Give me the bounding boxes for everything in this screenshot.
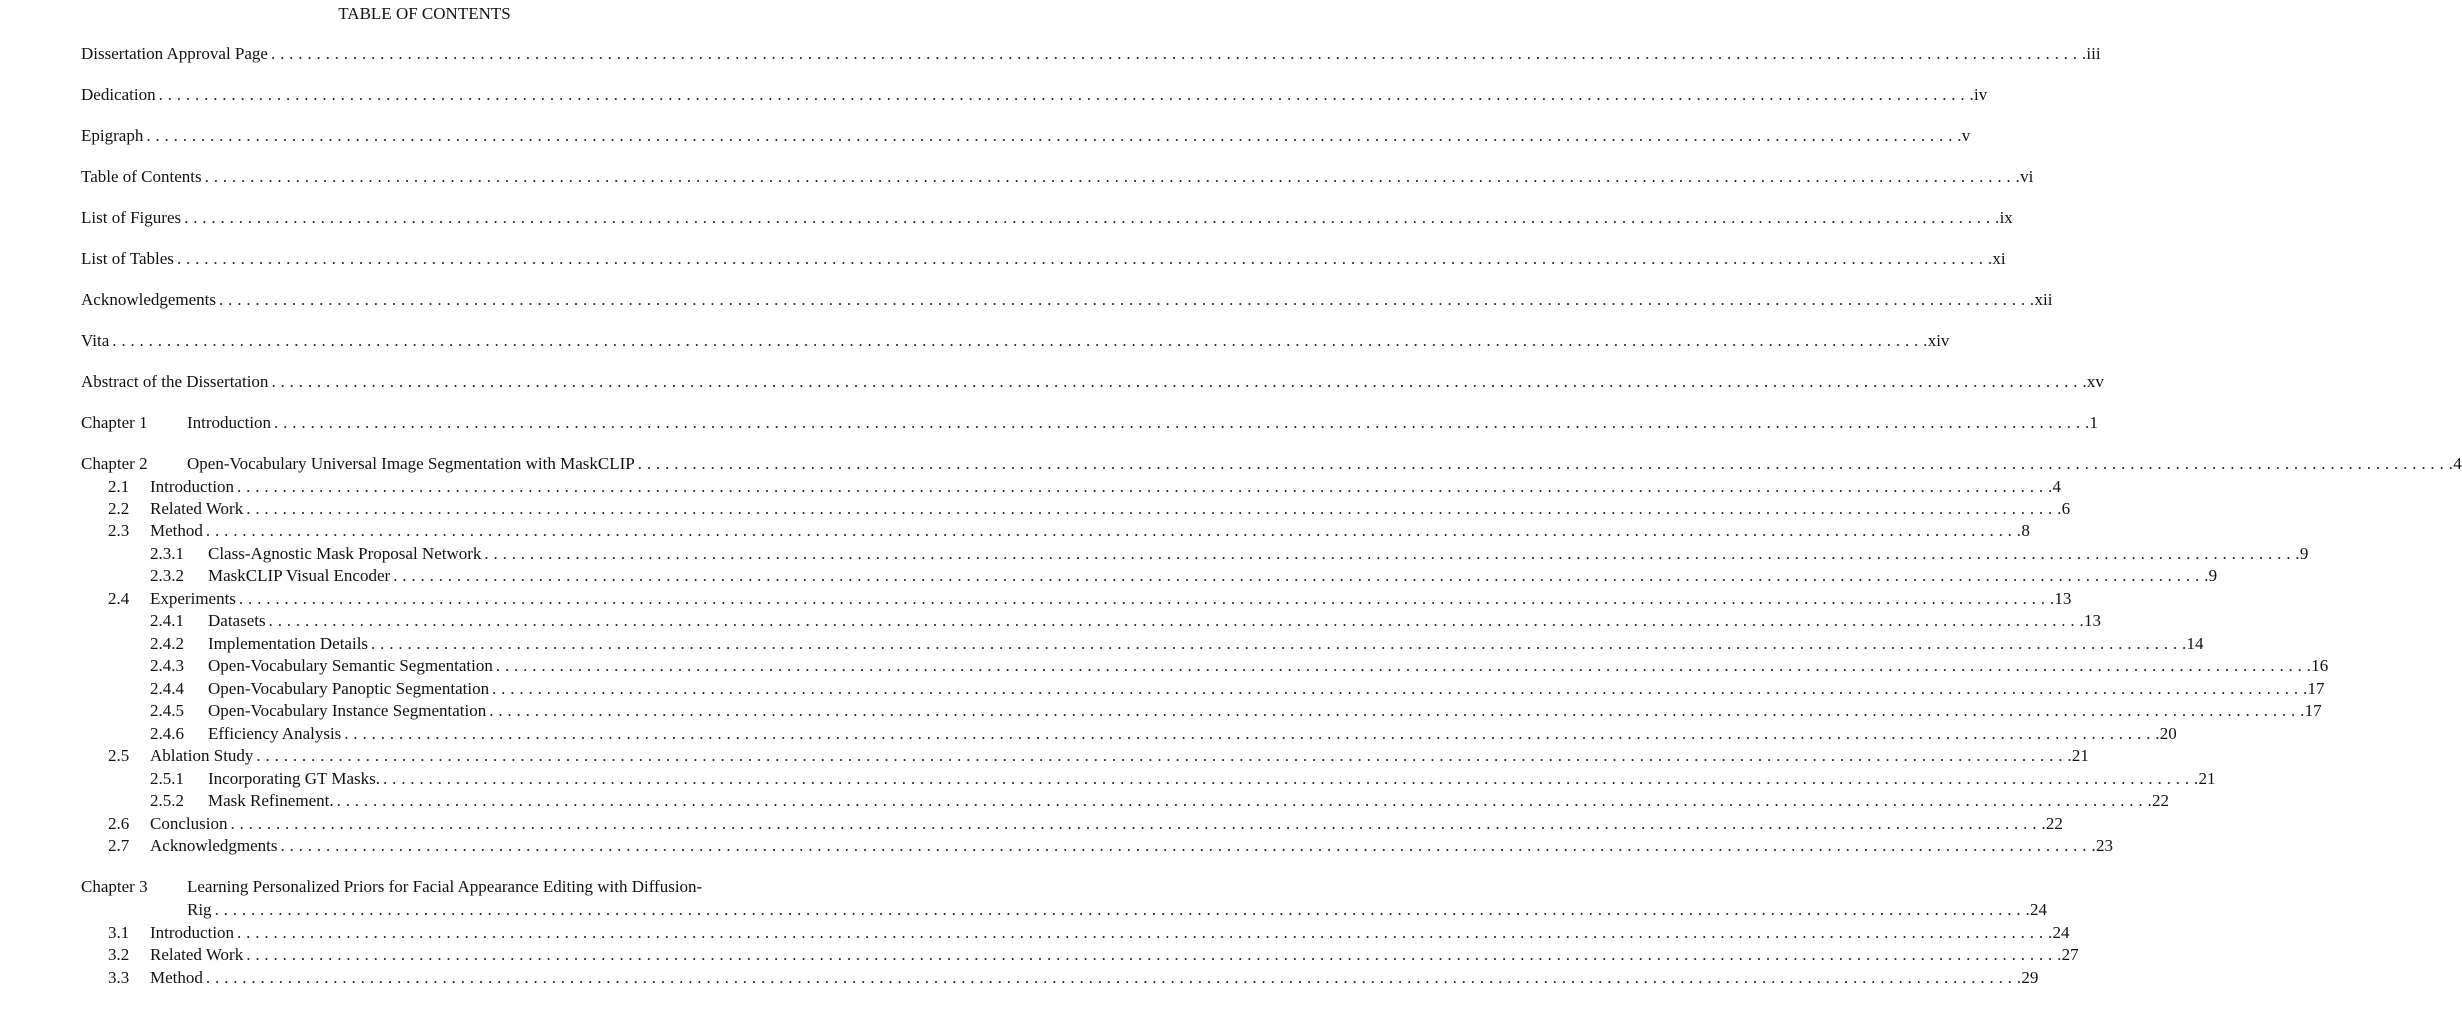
entry-page: xi: [1992, 249, 2006, 268]
entry-page: v: [1961, 126, 1971, 145]
entry-page: 8: [2021, 521, 2030, 540]
page-title: TABLE OF CONTENTS: [338, 4, 511, 23]
entry-page: 14: [2186, 634, 2204, 653]
subsection-title: Open-Vocabulary Panoptic Segmentation: [208, 679, 490, 698]
subsection-title: Implementation Details: [208, 634, 369, 653]
dot-leader: . . . . . . . . . . . . . . . . . . . . . . . . . . . . . . . . . . . . . . . . . . . . . . . . . . . . . . . . . . . . . . . . . . . . . . . . . . . . . . . . . . . . . . . . . . . . . . . . . . . . . . . . . . . . . . . . . . . . . . . . . . . . . . . . . . . . . . . . . . . . . . . . . . . . . . . . . . . . . . . . . . . . . . . . . . . . . . . . . . . . . . . . . . . . . . . . . . . . . . . .: [158, 85, 1975, 104]
dot-leader: . . . . . . . . . . . . . . . . . . . . . . . . . . . . . . . . . . . . . . . . . . . . . . . . . . . . . . . . . . . . . . . . . . . . . . . . . . . . . . . . . . . . . . . . . . . . . . . . . . . . . . . . . . . . . . . . . . . . . . . . . . . . . . . . . . . . . . . . . . . . . . . . . . . . . . . . . . . . . . . . . . . . . . . . . . . . . . . . . . . . . . . . . . . . . . . . . . . . . . . .: [204, 167, 2021, 186]
entry-page: iv: [1974, 85, 1988, 104]
entry-page: 4: [2453, 454, 2462, 473]
entry-page: 21: [2071, 746, 2089, 765]
subsection-number: 2.5.1: [150, 769, 184, 788]
entry-page: 29: [2021, 968, 2039, 987]
dot-leader: . . . . . . . . . . . . . . . . . . . . . . . . . . . . . . . . . . . . . . . . . . . . . . . . . . . . . . . . . . . . . . . . . . . . . . . . . . . . . . . . . . . . . . . . . . . . . . . . . . . . . . . . . . . . . . . . . . . . . . . . . . . . . . . . . . . . . . . . . . . . . . . . . . . . . . . . . . . . . . . . . . . . . . . . . . . . . . . . . . . . . . . . . . . . . . . . . . . . . . . .: [205, 968, 2022, 987]
toc-entry-list-of-tables[interactable]: [81, 248, 2006, 270]
subsection-number: 2.4.3: [150, 656, 184, 675]
section-number: 2.4: [108, 589, 130, 608]
section-number: 3.1: [108, 923, 130, 942]
toc-entry-section-2-3[interactable]: [108, 520, 2030, 542]
toc-entry-abstract[interactable]: [81, 371, 2104, 393]
chapter-number: Chapter 2: [81, 454, 148, 473]
entry-page: 23: [2095, 836, 2113, 855]
dot-leader: . . . . . . . . . . . . . . . . . . . . . . . . . . . . . . . . . . . . . . . . . . . . . . . . . . . . . . . . . . . . . . . . . . . . . . . . . . . . . . . . . . . . . . . . . . . . . . . . . . . . . . . . . . . . . . . . . . . . . . . . . . . . . . . . . . . . . . . . . . . . . . . . . . . . . . . . . . . . . . . . . . . . . . . . . . . . . . . . . . . . . . . . . . . . . . . . . . . . . . . .: [280, 836, 2096, 855]
toc-entry-subsection-2-3-1[interactable]: [150, 543, 2309, 565]
entry-page: 17: [2304, 701, 2322, 720]
entry-page: xii: [2034, 290, 2053, 309]
chapter-title-line2: Rig: [187, 900, 212, 919]
dot-leader: . . . . . . . . . . . . . . . . . . . . . . . . . . . . . . . . . . . . . . . . . . . . . . . . . . . . . . . . . . . . . . . . . . . . . . . . . . . . . . . . . . . . . . . . . . . . . . . . . . . . . . . . . . . . . . . . . . . . . . . . . . . . . . . . . . . . . . . . . . . . . . . . . . . . . . . . . . . . . . . . . . . . . . . . . . . . . . . . . . . . . . . . . . . . . . . . . . . . . . . .: [268, 611, 2085, 630]
chapter-title: Open-Vocabulary Universal Image Segmentation with MaskCLIP: [187, 454, 635, 473]
dot-leader: . . . . . . . . . . . . . . . . . . . . . . . . . . . . . . . . . . . . . . . . . . . . . . . . . . . . . . . . . . . . . . . . . . . . . . . . . . . . . . . . . . . . . . . . . . . . . . . . . . . . . . . . . . . . . . . . . . . . . . . . . . . . . . . . . . . . . . . . . . . . . . . . . . . . . . . . . . . . . . . . . . . . . . . . . . . . . . . . . . . . . . . . . . . . . . . . . . . . . . . .: [489, 701, 2305, 720]
dot-leader: . . . . . . . . . . . . . . . . . . . . . . . . . . . . . . . . . . . . . . . . . . . . . . . . . . . . . . . . . . . . . . . . . . . . . . . . . . . . . . . . . . . . . . . . . . . . . . . . . . . . . . . . . . . . . . . . . . . . . . . . . . . . . . . . . . . . . . . . . . . . . . . . . . . . . . . . . . . . . . . . . . . . . . . . . . . . . . . . . . . . . . . . . . . . . . . . . . . . . . . .: [492, 679, 2308, 698]
dot-leader: . . . . . . . . . . . . . . . . . . . . . . . . . . . . . . . . . . . . . . . . . . . . . . . . . . . . . . . . . . . . . . . . . . . . . . . . . . . . . . . . . . . . . . . . . . . . . . . . . . . . . . . . . . . . . . . . . . . . . . . . . . . . . . . . . . . . . . . . . . . . . . . . . . . . . . . . . . . . . . . . . . . . . . . . . . . . . . . . . . . . . . . . . . . . . . . . . . . . . . . .: [274, 413, 2090, 432]
entry-page: 20: [2159, 724, 2177, 743]
dot-leader: . . . . . . . . . . . . . . . . . . . . . . . . . . . . . . . . . . . . . . . . . . . . . . . . . . . . . . . . . . . . . . . . . . . . . . . . . . . . . . . . . . . . . . . . . . . . . . . . . . . . . . . . . . . . . . . . . . . . . . . . . . . . . . . . . . . . . . . . . . . . . . . . . . . . . . . . . . . . . . . . . . . . . . . . . . . . . . . . . . . . . . . . . . . . . . . . . . . . . . . .: [637, 454, 2454, 473]
entry-page: 6: [2061, 499, 2071, 518]
section-title: Method: [150, 968, 203, 987]
dot-leader: . . . . . . . . . . . . . . . . . . . . . . . . . . . . . . . . . . . . . . . . . . . . . . . . . . . . . . . . . . . . . . . . . . . . . . . . . . . . . . . . . . . . . . . . . . . . . . . . . . . . . . . . . . . . . . . . . . . . . . . . . . . . . . . . . . . . . . . . . . . . . . . . . . . . . . . . . . . . . . . . . . . . . . . . . . . . . . . . . . . . . . . . . . . . . . . . . . . . . . . .: [484, 544, 2300, 563]
subsection-title: Open-Vocabulary Instance Segmentation: [208, 701, 487, 720]
entry-label: Epigraph: [81, 126, 144, 145]
dot-leader: . . . . . . . . . . . . . . . . . . . . . . . . . . . . . . . . . . . . . . . . . . . . . . . . . . . . . . . . . . . . . . . . . . . . . . . . . . . . . . . . . . . . . . . . . . . . . . . . . . . . . . . . . . . . . . . . . . . . . . . . . . . . . . . . . . . . . . . . . . . . . . . . . . . . . . . . . . . . . . . . . . . . . . . . . . . . . . . . . . . . . . . . . . . . . . . . . . . . . . . .: [184, 208, 2000, 227]
toc-entry-chapter-2[interactable]: [81, 453, 2462, 475]
entry-page: xv: [2086, 372, 2104, 391]
subsection-title: Mask Refinement.: [208, 791, 334, 810]
subsection-number: 2.4.2: [150, 634, 184, 653]
toc-entry-acknowledgements[interactable]: [81, 289, 2053, 311]
section-number: 2.3: [108, 521, 130, 540]
toc-entry-subsection-2-5-1[interactable]: [150, 768, 2216, 790]
dot-leader: . . . . . . . . . . . . . . . . . . . . . . . . . . . . . . . . . . . . . . . . . . . . . . . . . . . . . . . . . . . . . . . . . . . . . . . . . . . . . . . . . . . . . . . . . . . . . . . . . . . . . . . . . . . . . . . . . . . . . . . . . . . . . . . . . . . . . . . . . . . . . . . . . . . . . . . . . . . . . . . . . . . . . . . . . . . . . . . . . . . . . . . . . . . . . . . . . . . . . . . .: [256, 746, 2072, 765]
toc-entry-chapter-3-line2[interactable]: [187, 899, 2048, 921]
entry-page: 13: [2054, 589, 2072, 608]
entry-page: 1: [2089, 413, 2098, 432]
toc-entry-section-3-1[interactable]: [108, 922, 2070, 944]
entry-page: ix: [1999, 208, 2013, 227]
entry-page: 16: [2311, 656, 2329, 675]
toc-entry-chapter-1[interactable]: [81, 412, 2098, 434]
dot-leader: . . . . . . . . . . . . . . . . . . . . . . . . . . . . . . . . . . . . . . . . . . . . . . . . . . . . . . . . . . . . . . . . . . . . . . . . . . . . . . . . . . . . . . . . . . . . . . . . . . . . . . . . . . . . . . . . . . . . . . . . . . . . . . . . . . . . . . . . . . . . . . . . . . . . . . . . . . . . . . . . . . . . . . . . . . . . . . . . . . . . . . . . . . . . . . . . . . . . . . . .: [393, 566, 2209, 585]
dot-leader: . . . . . . . . . . . . . . . . . . . . . . . . . . . . . . . . . . . . . . . . . . . . . . . . . . . . . . . . . . . . . . . . . . . . . . . . . . . . . . . . . . . . . . . . . . . . . . . . . . . . . . . . . . . . . . . . . . . . . . . . . . . . . . . . . . . . . . . . . . . . . . . . . . . . . . . . . . . . . . . . . . . . . . . . . . . . . . . . . . . . . . . . . . . . . . . . . . . . . . . .: [237, 923, 2053, 942]
subsection-title: Class-Agnostic Mask Proposal Network: [208, 544, 482, 563]
toc-entry-section-2-6[interactable]: [108, 813, 2063, 835]
subsection-number: 2.4.4: [150, 679, 184, 698]
dot-leader: . . . . . . . . . . . . . . . . . . . . . . . . . . . . . . . . . . . . . . . . . . . . . . . . . . . . . . . . . . . . . . . . . . . . . . . . . . . . . . . . . . . . . . . . . . . . . . . . . . . . . . . . . . . . . . . . . . . . . . . . . . . . . . . . . . . . . . . . . . . . . . . . . . . . . . . . . . . . . . . . . . . . . . . . . . . . . . . . . . . . . . . . . . . . . . . . . . . . . . . .: [271, 372, 2087, 391]
chapter-title: Introduction: [187, 413, 272, 432]
entry-page: 4: [2052, 477, 2061, 496]
dot-leader: . . . . . . . . . . . . . . . . . . . . . . . . . . . . . . . . . . . . . . . . . . . . . . . . . . . . . . . . . . . . . . . . . . . . . . . . . . . . . . . . . . . . . . . . . . . . . . . . . . . . . . . . . . . . . . . . . . . . . . . . . . . . . . . . . . . . . . . . . . . . . . . . . . . . . . . . . . . . . . . . . . . . . . . . . . . . . . . . . . . . . . . . . . . . . . . . . . . . . . . .: [237, 477, 2053, 496]
section-title: Introduction: [150, 923, 235, 942]
section-title: Ablation Study: [150, 746, 254, 765]
entry-page: iii: [2086, 44, 2101, 63]
entry-page: 22: [2045, 814, 2063, 833]
section-number: 2.6: [108, 814, 130, 833]
section-number: 3.2: [108, 945, 130, 964]
section-title: Experiments: [150, 589, 236, 608]
dot-leader: . . . . . . . . . . . . . . . . . . . . . . . . . . . . . . . . . . . . . . . . . . . . . . . . . . . . . . . . . . . . . . . . . . . . . . . . . . . . . . . . . . . . . . . . . . . . . . . . . . . . . . . . . . . . . . . . . . . . . . . . . . . . . . . . . . . . . . . . . . . . . . . . . . . . . . . . . . . . . . . . . . . . . . . . . . . . . . . . . . . . . . . . . . . . . . . . . . . . . . . .: [246, 499, 2062, 518]
section-number: 2.5: [108, 746, 130, 765]
subsection-title: Incorporating GT Masks.: [208, 769, 381, 788]
subsection-number: 2.3.1: [150, 544, 184, 563]
dot-leader: . . . . . . . . . . . . . . . . . . . . . . . . . . . . . . . . . . . . . . . . . . . . . . . . . . . . . . . . . . . . . . . . . . . . . . . . . . . . . . . . . . . . . . . . . . . . . . . . . . . . . . . . . . . . . . . . . . . . . . . . . . . . . . . . . . . . . . . . . . . . . . . . . . . . . . . . . . . . . . . . . . . . . . . . . . . . . . . . . . . . . . . . . . . . . . . . . . . . . . . .: [230, 814, 2046, 833]
dot-leader: . . . . . . . . . . . . . . . . . . . . . . . . . . . . . . . . . . . . . . . . . . . . . . . . . . . . . . . . . . . . . . . . . . . . . . . . . . . . . . . . . . . . . . . . . . . . . . . . . . . . . . . . . . . . . . . . . . . . . . . . . . . . . . . . . . . . . . . . . . . . . . . . . . . . . . . . . . . . . . . . . . . . . . . . . . . . . . . . . . . . . . . . . . . . . . . . . . . . . . . .: [238, 589, 2055, 608]
subsection-title: Datasets: [208, 611, 266, 630]
toc-entry-chapter-3-line1[interactable]: [81, 876, 788, 898]
toc-entry-dedication[interactable]: [81, 84, 1988, 106]
subsection-number: 2.5.2: [150, 791, 184, 810]
toc-entry-subsection-2-4-5[interactable]: [150, 700, 2322, 722]
dot-leader: . . . . . . . . . . . . . . . . . . . . . . . . . . . . . . . . . . . . . . . . . . . . . . . . . . . . . . . . . . . . . . . . . . . . . . . . . . . . . . . . . . . . . . . . . . . . . . . . . . . . . . . . . . . . . . . . . . . . . . . . . . . . . . . . . . . . . . . . . . . . . . . . . . . . . . . . . . . . . . . . . . . . . . . . . . . . . . . . . . . . . . . . . . . . . . . . . . . . . . . .: [336, 791, 2153, 810]
chapter-number: Chapter 1: [81, 413, 148, 432]
entry-label: Abstract of the Dissertation: [81, 372, 269, 391]
entry-page: 24: [2030, 900, 2048, 919]
toc-entry-approval-page[interactable]: [81, 43, 2101, 65]
toc-entry-section-2-7[interactable]: [108, 835, 2113, 857]
entry-label: Vita: [81, 331, 110, 350]
dot-leader: . . . . . . . . . . . . . . . . . . . . . . . . . . . . . . . . . . . . . . . . . . . . . . . . . . . . . . . . . . . . . . . . . . . . . . . . . . . . . . . . . . . . . . . . . . . . . . . . . . . . . . . . . . . . . . . . . . . . . . . . . . . . . . . . . . . . . . . . . . . . . . . . . . . . . . . . . . . . . . . . . . . . . . . . . . . . . . . . . . . . . . . . . . . . . . . . . . . . . . . .: [371, 634, 2187, 653]
entry-page: 27: [2061, 945, 2079, 964]
section-title: Related Work: [150, 945, 244, 964]
entry-page: 22: [2152, 791, 2170, 810]
toc-entry-section-2-1[interactable]: [108, 476, 2061, 498]
entry-label: Table of Contents: [81, 167, 202, 186]
section-number: 2.2: [108, 499, 130, 518]
toc-entry-vita[interactable]: [81, 330, 1950, 352]
entry-page: 17: [2307, 679, 2325, 698]
section-number: 2.7: [108, 836, 130, 855]
toc-entry-subsection-2-4-3[interactable]: [150, 655, 2329, 677]
entry-page: 9: [2208, 566, 2218, 585]
toc-entry-subsection-2-4-6[interactable]: [150, 723, 2177, 745]
chapter-title-line1: Learning Personalized Priors for Facial Appearance Editing with Diffusion-: [187, 877, 703, 896]
dot-leader: . . . . . . . . . . . . . . . . . . . . . . . . . . . . . . . . . . . . . . . . . . . . . . . . . . . . . . . . . . . . . . . . . . . . . . . . . . . . . . . . . . . . . . . . . . . . . . . . . . . . . . . . . . . . . . . . . . . . . . . . . . . . . . . . . . . . . . . . . . . . . . . . . . . . . . . . . . . . . . . . . . . . . . . . . . . . . . . . . . . . . . . . . . . . . . . . . . . . . . . .: [146, 126, 1962, 145]
entry-page: 21: [2198, 769, 2216, 788]
dot-leader: . . . . . . . . . . . . . . . . . . . . . . . . . . . . . . . . . . . . . . . . . . . . . . . . . . . . . . . . . . . . . . . . . . . . . . . . . . . . . . . . . . . . . . . . . . . . . . . . . . . . . . . . . . . . . . . . . . . . . . . . . . . . . . . . . . . . . . . . . . . . . . . . . . . . . . . . . . . . . . . . . . . . . . . . . . . . . . . . . . . . . . . . . . . . . . . . . . . . . . . .: [270, 44, 2087, 63]
entry-page: xiv: [1927, 331, 1950, 350]
section-title: Method: [150, 521, 203, 540]
section-title: Related Work: [150, 499, 244, 518]
entry-page: 13: [2084, 611, 2102, 630]
toc-entry-subsection-2-4-4[interactable]: [150, 678, 2325, 700]
entry-page: vi: [2020, 167, 2034, 186]
section-number: 3.3: [108, 968, 130, 987]
section-title: Acknowledgments: [150, 836, 278, 855]
toc-entry-subsection-2-4-1[interactable]: [150, 610, 2102, 632]
section-title: Introduction: [150, 477, 235, 496]
subsection-title: Open-Vocabulary Semantic Segmentation: [208, 656, 493, 675]
subsection-title: Efficiency Analysis: [208, 724, 342, 743]
entry-label: Dedication: [81, 85, 156, 104]
dot-leader: . . . . . . . . . . . . . . . . . . . . . . . . . . . . . . . . . . . . . . . . . . . . . . . . . . . . . . . . . . . . . . . . . . . . . . . . . . . . . . . . . . . . . . . . . . . . . . . . . . . . . . . . . . . . . . . . . . . . . . . . . . . . . . . . . . . . . . . . . . . . . . . . . . . . . . . . . . . . . . . . . . . . . . . . . . . . . . . . . . . . . . . . . . . . . . . . . . . . . . . .: [383, 769, 2199, 788]
entry-label: Acknowledgements: [81, 290, 217, 309]
subsection-number: 2.3.2: [150, 566, 184, 585]
toc-entry-section-3-2[interactable]: [108, 944, 2079, 966]
dot-leader: . . . . . . . . . . . . . . . . . . . . . . . . . . . . . . . . . . . . . . . . . . . . . . . . . . . . . . . . . . . . . . . . . . . . . . . . . . . . . . . . . . . . . . . . . . . . . . . . . . . . . . . . . . . . . . . . . . . . . . . . . . . . . . . . . . . . . . . . . . . . . . . . . . . . . . . . . . . . . . . . . . . . . . . . . . . . . . . . . . . . . . . . . . . . . . . . . . . . . . . .: [214, 900, 2031, 919]
entry-page: 9: [2299, 544, 2309, 563]
section-title: Conclusion: [150, 814, 228, 833]
toc-entry-section-2-4[interactable]: [108, 588, 2072, 610]
toc-entry-list-of-figures[interactable]: [81, 207, 2013, 229]
dot-leader: . . . . . . . . . . . . . . . . . . . . . . . . . . . . . . . . . . . . . . . . . . . . . . . . . . . . . . . . . . . . . . . . . . . . . . . . . . . . . . . . . . . . . . . . . . . . . . . . . . . . . . . . . . . . . . . . . . . . . . . . . . . . . . . . . . . . . . . . . . . . . . . . . . . . . . . . . . . . . . . . . . . . . . . . . . . . . . . . . . . . . . . . . . . . . . . . . . . . . . . .: [344, 724, 2160, 743]
section-number: 2.1: [108, 477, 130, 496]
toc-entry-table-of-contents[interactable]: [81, 166, 2034, 188]
entry-label: Dissertation Approval Page: [81, 44, 268, 63]
toc-entry-section-2-5[interactable]: [108, 745, 2089, 767]
entry-label: List of Tables: [81, 249, 174, 268]
entry-label: List of Figures: [81, 208, 182, 227]
subsection-number: 2.4.6: [150, 724, 184, 743]
dot-leader: . . . . . . . . . . . . . . . . . . . . . . . . . . . . . . . . . . . . . . . . . . . . . . . . . . . . . . . . . . . . . . . . . . . . . . . . . . . . . . . . . . . . . . . . . . . . . . . . . . . . . . . . . . . . . . . . . . . . . . . . . . . . . . . . . . . . . . . . . . . . . . . . . . . . . . . . . . . . . . . . . . . . . . . . . . . . . . . . . . . . . . . . . . . . . . . . . . . . . . . .: [205, 521, 2022, 540]
chapter-number: Chapter 3: [81, 877, 148, 896]
toc-entry-section-3-3[interactable]: [108, 967, 2039, 989]
toc-entry-subsection-2-3-2[interactable]: [150, 565, 2218, 587]
toc-entry-subsection-2-4-2[interactable]: [150, 633, 2204, 655]
subsection-title: MaskCLIP Visual Encoder: [208, 566, 391, 585]
dot-leader: . . . . . . . . . . . . . . . . . . . . . . . . . . . . . . . . . . . . . . . . . . . . . . . . . . . . . . . . . . . . . . . . . . . . . . . . . . . . . . . . . . . . . . . . . . . . . . . . . . . . . . . . . . . . . . . . . . . . . . . . . . . . . . . . . . . . . . . . . . . . . . . . . . . . . . . . . . . . . . . . . . . . . . . . . . . . . . . . . . . . . . . . . . . . . . . . . . . . . . . .: [176, 249, 1993, 268]
toc-entry-subsection-2-5-2[interactable]: [150, 790, 2170, 812]
toc-entry-epigraph[interactable]: [81, 125, 1971, 147]
dot-leader: . . . . . . . . . . . . . . . . . . . . . . . . . . . . . . . . . . . . . . . . . . . . . . . . . . . . . . . . . . . . . . . . . . . . . . . . . . . . . . . . . . . . . . . . . . . . . . . . . . . . . . . . . . . . . . . . . . . . . . . . . . . . . . . . . . . . . . . . . . . . . . . . . . . . . . . . . . . . . . . . . . . . . . . . . . . . . . . . . . . . . . . . . . . . . . . . . . . . . . . .: [246, 945, 2062, 964]
dot-leader: . . . . . . . . . . . . . . . . . . . . . . . . . . . . . . . . . . . . . . . . . . . . . . . . . . . . . . . . . . . . . . . . . . . . . . . . . . . . . . . . . . . . . . . . . . . . . . . . . . . . . . . . . . . . . . . . . . . . . . . . . . . . . . . . . . . . . . . . . . . . . . . . . . . . . . . . . . . . . . . . . . . . . . . . . . . . . . . . . . . . . . . . . . . . . . . . . . . . . . . .: [495, 656, 2312, 675]
subsection-number: 2.4.1: [150, 611, 184, 630]
dot-leader: . . . . . . . . . . . . . . . . . . . . . . . . . . . . . . . . . . . . . . . . . . . . . . . . . . . . . . . . . . . . . . . . . . . . . . . . . . . . . . . . . . . . . . . . . . . . . . . . . . . . . . . . . . . . . . . . . . . . . . . . . . . . . . . . . . . . . . . . . . . . . . . . . . . . . . . . . . . . . . . . . . . . . . . . . . . . . . . . . . . . . . . . . . . . . . . . . . . . . . . .: [219, 290, 2035, 309]
dot-leader: . . . . . . . . . . . . . . . . . . . . . . . . . . . . . . . . . . . . . . . . . . . . . . . . . . . . . . . . . . . . . . . . . . . . . . . . . . . . . . . . . . . . . . . . . . . . . . . . . . . . . . . . . . . . . . . . . . . . . . . . . . . . . . . . . . . . . . . . . . . . . . . . . . . . . . . . . . . . . . . . . . . . . . . . . . . . . . . . . . . . . . . . . . . . . . . . . . . . . . . .: [112, 331, 1928, 350]
subsection-number: 2.4.5: [150, 701, 184, 720]
entry-page: 24: [2052, 923, 2070, 942]
toc-entry-section-2-2[interactable]: [108, 498, 2071, 520]
